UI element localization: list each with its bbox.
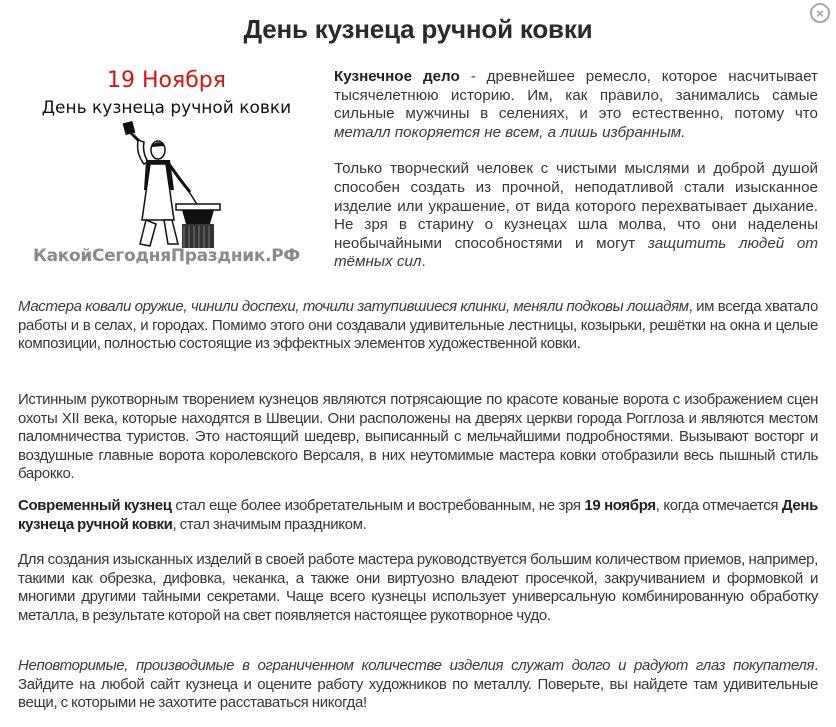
text: . Зайдите на любой сайт кузнеца и оцените работу художников по металлу. Поверьте, вы найдете там удивительные вещи, с которыми не захотите расставаться никогда! — [18, 657, 818, 712]
text: . — [421, 253, 426, 271]
hero-image — [14, 64, 319, 274]
text: , когда отмечается — [655, 497, 782, 514]
text: стал еще более изобретательным и востребованным, не зря — [171, 497, 585, 514]
italic-text: Неповторимые, производимые в ограниченном количестве изделия служат долго и радуют глаз покупателя — [18, 657, 815, 674]
bold-text: День кузнеца ручной ковки — [18, 497, 818, 533]
paragraph — [18, 551, 818, 625]
bold-text: Современный кузнец — [18, 497, 172, 514]
text: , стал значимым праздником. — [172, 515, 367, 533]
hero-date: 19 Ноября — [107, 68, 226, 93]
bold-text: Кузнечное дело — [334, 68, 460, 85]
paragraph — [334, 68, 818, 142]
text: - древнейшее ремесло, которое насчитывает тысячелетнюю историю. Им, как правило, занимались самые сильные мужчины в селениях, и это естественно, потому что — [334, 68, 818, 123]
text: Только творческий человек с чистыми мыслями и доброй душой способен создать из прочной, неподатливой стали изысканное изделие или украшение, от вида которого перехватывает дыхание. Не зря в старину о кузнецах шла молва, что они наделены необычайными способностями и могут — [334, 160, 818, 252]
text: Истинным рукотворным творением кузнецов являются потрясающие по красоте кованые ворота с изображением сцен охоты XII века, которые находятся в Швеции. Они расположены на дверях церкви города Рогглоза и являются местом паломничества туристов. Это настоящий шедевр, выписанный с мельчайшими подробностями. Вызывают восторг и воздушные главные ворота королевского Версаля, в них неутомимые мастера ковки отобразили весь пышный стиль барокко. — [18, 391, 818, 483]
page-title: День кузнеца ручной ковки — [243, 14, 593, 44]
italic-text: металл покоряется не всем, а лишь избранным — [334, 123, 682, 141]
text: , им всегда хватало работы и в селах, и городах. Помимо этого они создавали удивительные лестницы, козырьки, решётки на окна и целые композиции, полностью состоящие из эффектных элементов художественной ковки. — [18, 298, 818, 353]
bold-text: 19 ноября — [584, 497, 656, 514]
paragraph — [334, 160, 818, 272]
paragraph — [18, 657, 818, 713]
text: Для создания изысканных изделий в своей работе мастера руководствуется большим количеством приемов, например, такими как обрезка, дифовка, чеканка, а также они виртуозно владеют просечкой, закручиванием и формовкой и многими другими тайными секретами. Чаще всего кузнецы использует универсальную комбинированную обработку металла, в результате которой на свет появляется настоящее рукотворное чудо. — [18, 551, 818, 624]
blacksmith-icon — [114, 120, 224, 252]
close-icon[interactable]: × — [810, 3, 830, 23]
watermark: КакойСегодняПраздник.РФ — [32, 246, 300, 266]
hero-subtitle: День кузнеца ручной ковки — [41, 98, 292, 118]
italic-text: защитить людей от тёмных сил — [334, 234, 818, 271]
intro-column — [334, 68, 818, 272]
paragraph — [18, 391, 818, 484]
paragraph — [18, 497, 818, 534]
text: . — [681, 123, 686, 141]
paragraph-block — [18, 298, 818, 354]
paragraph-block — [18, 657, 818, 713]
paragraph — [18, 298, 818, 354]
paragraph-block — [18, 551, 818, 625]
paragraph-block — [18, 497, 818, 534]
italic-text: Мастера ковали оружие, чинили доспехи, точили затупившиеся клинки, меняли подковы лошадям — [18, 298, 689, 315]
paragraph-block — [18, 391, 818, 484]
